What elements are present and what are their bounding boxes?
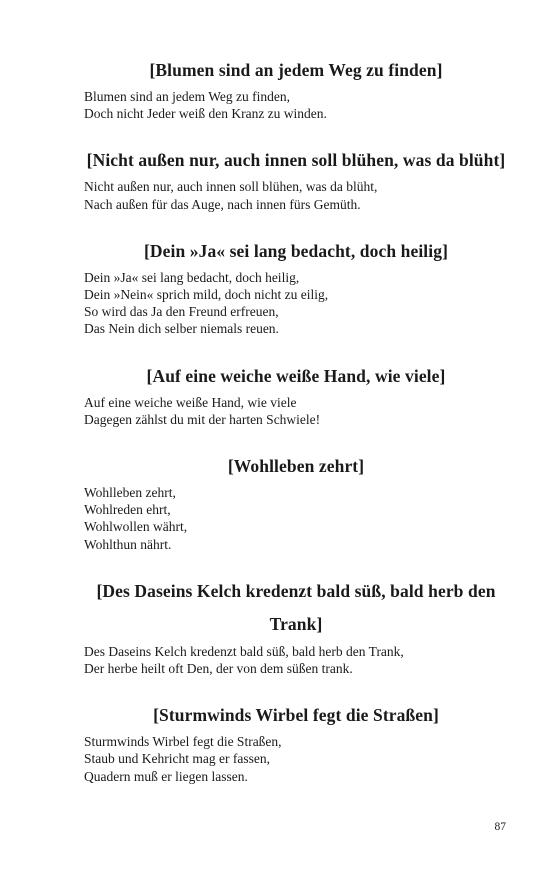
poem-line: Sturmwinds Wirbel fegt die Straßen, [84,734,282,750]
poem-weiche-hand [84,360,508,428]
page-content [84,54,508,807]
poem-line: Das Nein dich selber niemals reuen. [84,321,279,337]
poem-title: [Blumen sind an jedem Weg zu finden] [149,60,443,80]
poem-line: Nicht außen nur, auch innen soll blühen, was da blüht, [84,179,378,195]
poem-title: [Auf eine weiche weiße Hand, wie viele] [146,365,446,386]
poem-lines [84,88,508,122]
poem-line: Quadern muß er liegen lassen. [84,768,248,784]
poem-title: [Des Daseins Kelch kredenzt bald süß, bald herb den Trank] [96,580,496,634]
poem-title: [Nicht außen nur, auch innen soll blühen, was da blüht] [86,150,506,171]
poem-lines [84,178,508,212]
poem-title: [Dein »Ja« sei lang bedacht, doch heilig] [143,240,449,261]
poem-line: Auf eine weiche weiße Hand, wie viele [84,394,297,410]
poem-line: Doch nicht Jeder weiß den Kranz zu winden. [84,106,327,122]
poem-dein-ja [84,235,508,338]
poem-line: Des Daseins Kelch kredenzt bald süß, bald herb den Trank, [84,643,404,659]
poem-line: Nach außen für das Auge, nach innen fürs Gemüth. [84,196,361,212]
poem-line: Dein »Ja« sei lang bedacht, doch heilig, [84,269,300,285]
poem-wohlleben [84,450,508,553]
poem-line: Wohlreden ehrt, [84,502,171,518]
poem-line: Dein »Nein« sprich mild, doch nicht zu eilig, [84,287,329,303]
page-number: 87 [494,821,506,833]
poem-daseins-kelch [84,575,508,677]
poem-line: Wohlwollen währt, [84,519,188,535]
poem-lines [84,484,508,553]
poem-lines [84,269,508,338]
poem-line: Wohlleben zehrt, [84,485,176,501]
poem-line: Blumen sind an jedem Weg zu finden, [84,89,290,104]
poem-line: Staub und Kehricht mag er fassen, [84,751,270,767]
poem-lines [84,643,508,677]
poem-line: Dagegen zählst du mit der harten Schwiele! [84,411,321,427]
poem-title: [Wohlleben zehrt] [227,456,365,477]
poem-line: Der herbe heilt oft Den, der von dem süßen trank. [84,661,353,677]
poem-sturmwinds [84,699,508,785]
poem-lines [84,733,508,785]
poem-title: [Sturmwinds Wirbel fegt die Straßen] [153,705,439,726]
poem-nicht-aussen [84,144,508,212]
poem-line: Wohlthun nährt. [84,536,172,552]
poem-line: So wird das Ja den Freund erfreuen, [84,304,279,320]
poem-lines [84,394,508,428]
poem-blumen [84,54,508,122]
